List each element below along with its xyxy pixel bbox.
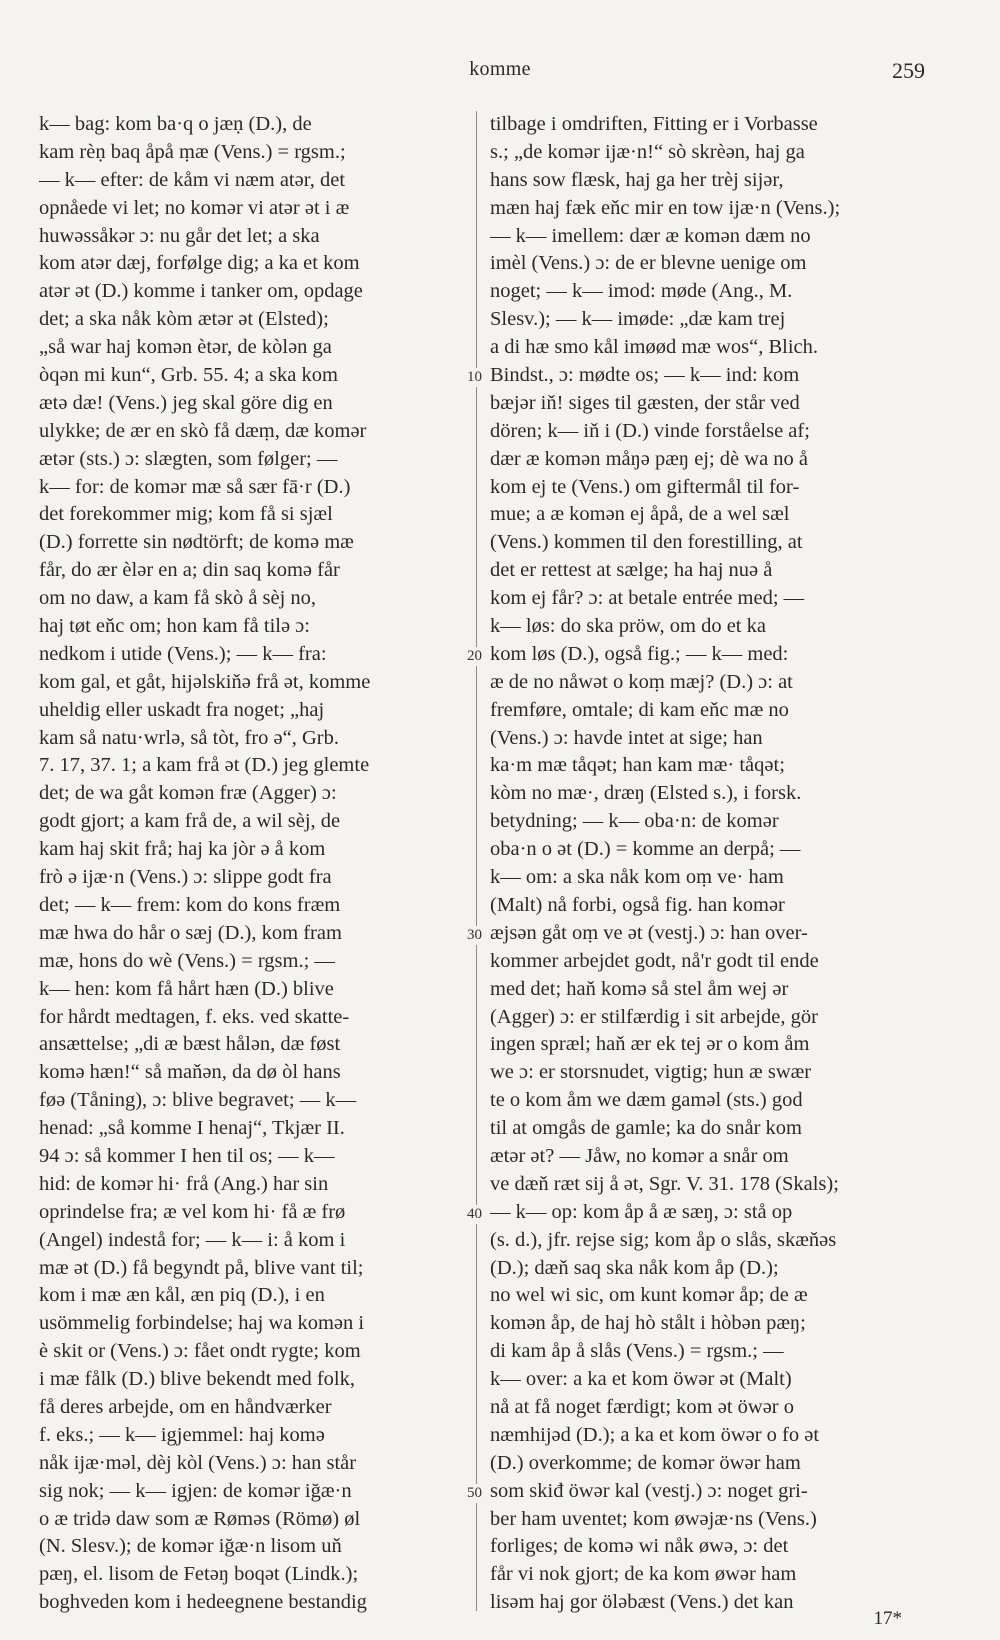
text-line: som skiđ öwər kal (vestj.) ɔ: noget gri- (490, 1479, 808, 1502)
text-line: (N. Slesv.); de komər iğæ·n lisom uň (39, 1535, 342, 1558)
text-line: ætər (sts.) ɔ: slægten, som følger; — (39, 447, 338, 470)
text-line: òqən mi kun“, Grb. 55. 4; a ska kom (39, 364, 338, 387)
text-line: usömmelig forbindelse; haj wa komən i (39, 1312, 365, 1335)
text-line: (Vens.) kommen til den forestilling, at (490, 531, 803, 554)
text-line: — k— op: kom åp å æ sæŋ, ɔ: stå op (490, 1200, 793, 1223)
line-number-marker: 40 (467, 1206, 482, 1223)
signature-mark: 17* (873, 1608, 902, 1629)
text-line: nedkom i utide (Vens.); — k— fra: (39, 642, 327, 665)
text-line: bæjər iň! siges til gæsten, der står ved (490, 391, 800, 414)
running-title: komme (469, 58, 531, 80)
text-line: får, do ær èlər en a; din saq komə får (39, 559, 340, 582)
text-line: k— over: a ka et kom öwər ət (Malt) (490, 1368, 792, 1391)
text-line: komən åp, de haj hò stålt i hòbən pæŋ; (490, 1312, 806, 1335)
column-divider (476, 111, 477, 1611)
text-line: oprindelse fra; æ vel kom hi· få æ frø (39, 1200, 346, 1223)
text-line: ulykke; de ær en skò få dæṃ, dæ komər (39, 419, 367, 442)
text-line: o æ tridə daw som æ Røməs (Römø) øl (39, 1507, 361, 1530)
text-line: kòm no mæ·, dræŋ (Elsted s.), i forsk. (490, 782, 802, 805)
text-line: (Vens.) ɔ: havde intet at sige; han (490, 726, 763, 749)
text-line: uheldig eller uskadt fra noget; „haj (39, 698, 325, 721)
text-line: med det; haň komə så stel åm wej ər (490, 977, 789, 1000)
text-line: Slesv.); — k— imøde: „dæ kam trej (490, 308, 786, 331)
text-line: (D.) overkomme; de komər öwər ham (490, 1451, 801, 1474)
text-line: ætə dæ! (Vens.) jeg skal göre dig en (39, 391, 333, 414)
text-line: kom atər dæj, forfølge dig; a ka et kom (39, 252, 360, 275)
text-line: få deres arbejde, om en håndværker (39, 1395, 332, 1418)
text-line: får vi nok gjort; de ka kom øwər ham (490, 1563, 797, 1586)
text-line: hans sow flæsk, haj ga her trèj sijər, (490, 168, 784, 191)
text-line: betydning; — k— oba·n: de komər (490, 810, 779, 833)
text-line: frò ə ijæ·n (Vens.) ɔ: slippe godt fra (39, 866, 332, 889)
text-line: det; — k— frem: kom do kons fræm (39, 893, 341, 916)
text-line: hid: de komər hi· frå (Ang.) har sin (39, 1172, 329, 1195)
text-line: tilbage i omdriften, Fitting er i Vorbasse (490, 113, 818, 135)
page-number: 259 (892, 58, 925, 83)
text-line: æjsən gåt oṃ ve ət (vestj.) ɔ: han over- (490, 921, 808, 944)
text-line: k— hen: kom få hårt hæn (D.) blive (39, 977, 334, 1000)
text-line: kom ej får? ɔ: at betale entrée med; — (490, 587, 805, 610)
text-line: we ɔ: er storsnudet, vigtig; hun æ swær (490, 1061, 812, 1084)
text-line: det; a ska nåk kòm ætər ət (Elsted); (39, 308, 329, 331)
text-line: è skit or (Vens.) ɔ: fået ondt rygte; kom (39, 1340, 361, 1363)
text-line: kam rèṇ baq åpå ṃæ (Vens.) = rgsm.; (39, 140, 346, 163)
text-line: noget; — k— imod: møde (Ang., M. (490, 280, 793, 303)
text-line: k— for: de komər mæ så sær fā·r (D.) (39, 475, 351, 498)
text-line: mæ, hons do wè (Vens.) = rgsm.; — (39, 949, 335, 972)
text-line: k— om: a ska nåk kom oṃ ve· ham (490, 866, 784, 889)
text-line: oba·n o ət (D.) = komme an derpå; — (490, 838, 801, 861)
text-line: det forekommer mig; kom få si sjæl (39, 503, 333, 526)
text-line: næmhijəd (D.); a ka et kom öwər o fo ət (490, 1423, 820, 1446)
text-line: kom i mæ æn kål, æn piq (D.), i en (39, 1284, 325, 1307)
text-line: kom løs (D.), også fig.; — k— med: (490, 642, 789, 665)
text-line: henad: „så komme I henaj“, Tkjær II. (39, 1117, 345, 1140)
text-line: s.; „de komər ijæ·n!“ sò skrèən, haj ga (490, 140, 805, 163)
text-line: k— bag: kom ba·q o jæṇ (D.), de (39, 113, 312, 135)
text-line: atər ət (D.) komme i tanker om, opdage (39, 280, 363, 303)
text-line: — k— efter: de kåm vi næm atər, det (39, 168, 346, 191)
text-line: komə hæn!“ så maňən, da dø òl hans (39, 1061, 341, 1084)
text-line: for hårdt medtagen, f. eks. ved skatte- (39, 1005, 350, 1028)
text-line: k— løs: do ska pröw, om do et ka (490, 615, 766, 638)
text-line: pæŋ, el. lisom de Fetəŋ boqət (Lindk.); (39, 1563, 359, 1586)
text-line: kommer arbejdet godt, nå'r godt til ende (490, 949, 819, 972)
left-column (39, 111, 465, 1617)
text-line: om no daw, a kam få skò å sèj no, (39, 587, 317, 610)
line-number-marker: 30 (467, 927, 482, 944)
text-line: dören; k— iň i (D.) vinde forståelse af; (490, 419, 810, 442)
text-line: mæ ət (D.) få begyndt på, blive vant til; (39, 1256, 364, 1279)
text-line: 7. 17, 37. 1; a kam frå ət (D.) jeg glemte (39, 754, 370, 777)
text-line: kam så natu·wrlə, så tòt, fro ə“, Grb. (39, 726, 339, 749)
text-line: føə (Tåning), ɔ: blive begravet; — k— (39, 1089, 357, 1112)
text-line: te o kom åm we dæm gaməl (sts.) god (490, 1089, 803, 1112)
text-line: „så war haj komən ètər, de kòlən ga (39, 336, 332, 359)
text-line: f. eks.; — k— igjemmel: haj komə (39, 1423, 325, 1446)
text-line: det; de wa gåt komən fræ (Agger) ɔ: (39, 782, 337, 805)
text-line: ber ham uventet; kom øwəjæ·ns (Vens.) (490, 1507, 817, 1530)
text-line: ka·m mæ tåqət; han kam mæ· tåqət; (490, 754, 785, 777)
text-line: kam haj skit frå; haj ka jòr ə å kom (39, 838, 326, 861)
line-number-marker: 10 (467, 369, 482, 386)
text-line: no wel wi sic, om kunt komər åp; de æ (490, 1284, 808, 1307)
text-line: (Angel) indestå for; — k— i: å kom i (39, 1228, 346, 1251)
text-line: forliges; de komə wi nåk øwə, ɔ: det (490, 1535, 789, 1558)
text-line: (s. d.), jfr. rejse sig; kom åp o slås, skæňəs (490, 1228, 837, 1251)
text-line: (D.); dæň saq ska nåk kom åp (D.); (490, 1256, 779, 1279)
text-line: sig nok; — k— igjen: de komər iğæ·n (39, 1479, 352, 1502)
text-line: lisəm haj gor öləbæst (Vens.) det kan (490, 1591, 794, 1614)
text-line: nå at få noget færdigt; kom ət öwər o (490, 1395, 794, 1418)
text-line: ætər ət? — Jåw, no komər a snår om (490, 1144, 789, 1167)
text-line: boghveden kom i hedeegnene bestandig (39, 1591, 367, 1614)
text-line: ingen spræl; haň ær ek tej ər o kom åm (490, 1033, 810, 1056)
text-line: haj tøt eňc om; hon kam få tilə ɔ: (39, 615, 310, 638)
text-line: (D.) forrette sin nødtörft; de komə mæ (39, 531, 354, 554)
line-number-marker: 20 (467, 648, 482, 665)
text-line: i mæ fålk (D.) blive bekendt med folk, (39, 1368, 355, 1391)
text-line: ansættelse; „di æ bæst hålən, dæ føst (39, 1033, 341, 1056)
text-line: imèl (Vens.) ɔ: de er blevne uenige om (490, 252, 807, 275)
text-line: dær æ komən måŋə pæŋ ej; dè wa no å (490, 447, 809, 470)
text-line: huwəssåkər ɔ: nu går det let; a ska (39, 224, 320, 247)
text-line: (Malt) nå forbi, også fig. han komər (490, 893, 785, 916)
text-line: 94 ɔ: så kommer I hen til os; — k— (39, 1144, 335, 1167)
text-line: opnåede vi let; no komər vi atər ət i æ (39, 196, 350, 219)
text-line: — k— imellem: dær æ komən dæm no (490, 224, 811, 247)
line-number-marker: 50 (467, 1485, 482, 1502)
text-line: til at omgås de gamle; ka do snår kom (490, 1117, 802, 1140)
text-line: æ de no nåwət o koṃ mæj? (D.) ɔ: at (490, 670, 793, 693)
text-line: mue; a æ komən ej åpå, de a wel sæl (490, 503, 790, 526)
text-line: mæn haj fæk eňc mir en tow ijæ·n (Vens.); (490, 196, 841, 219)
text-line: a di hæ smo kål imøød mæ wos“, Blich. (490, 336, 818, 359)
text-line: kom gal, et gåt, hijəlskiňə frå ət, komme (39, 670, 371, 693)
text-line: mæ hwa do hår o sæj (D.), kom fram (39, 921, 342, 944)
text-line: fremføre, omtale; di kam eňc mæ no (490, 698, 789, 721)
text-line: ve dæň ræt sij å ət, Sgr. V. 31. 178 (Skals); (490, 1172, 839, 1195)
text-line: det er rettest at sælge; ha haj nuə å (490, 559, 773, 582)
text-line: di kam åp å slås (Vens.) = rgsm.; — (490, 1340, 784, 1363)
right-column (490, 111, 916, 1617)
text-line: (Agger) ɔ: er stilfærdig i sit arbejde, gör (490, 1005, 818, 1028)
text-line: nåk ijæ·məl, dèj kòl (Vens.) ɔ: han står (39, 1451, 357, 1474)
text-line: kom ej te (Vens.) om giftermål til for- (490, 475, 800, 498)
text-line: Bindst., ɔ: mødte os; — k— ind: kom (490, 364, 800, 387)
text-line: godt gjort; a kam frå de, a wil sèj, de (39, 810, 341, 833)
